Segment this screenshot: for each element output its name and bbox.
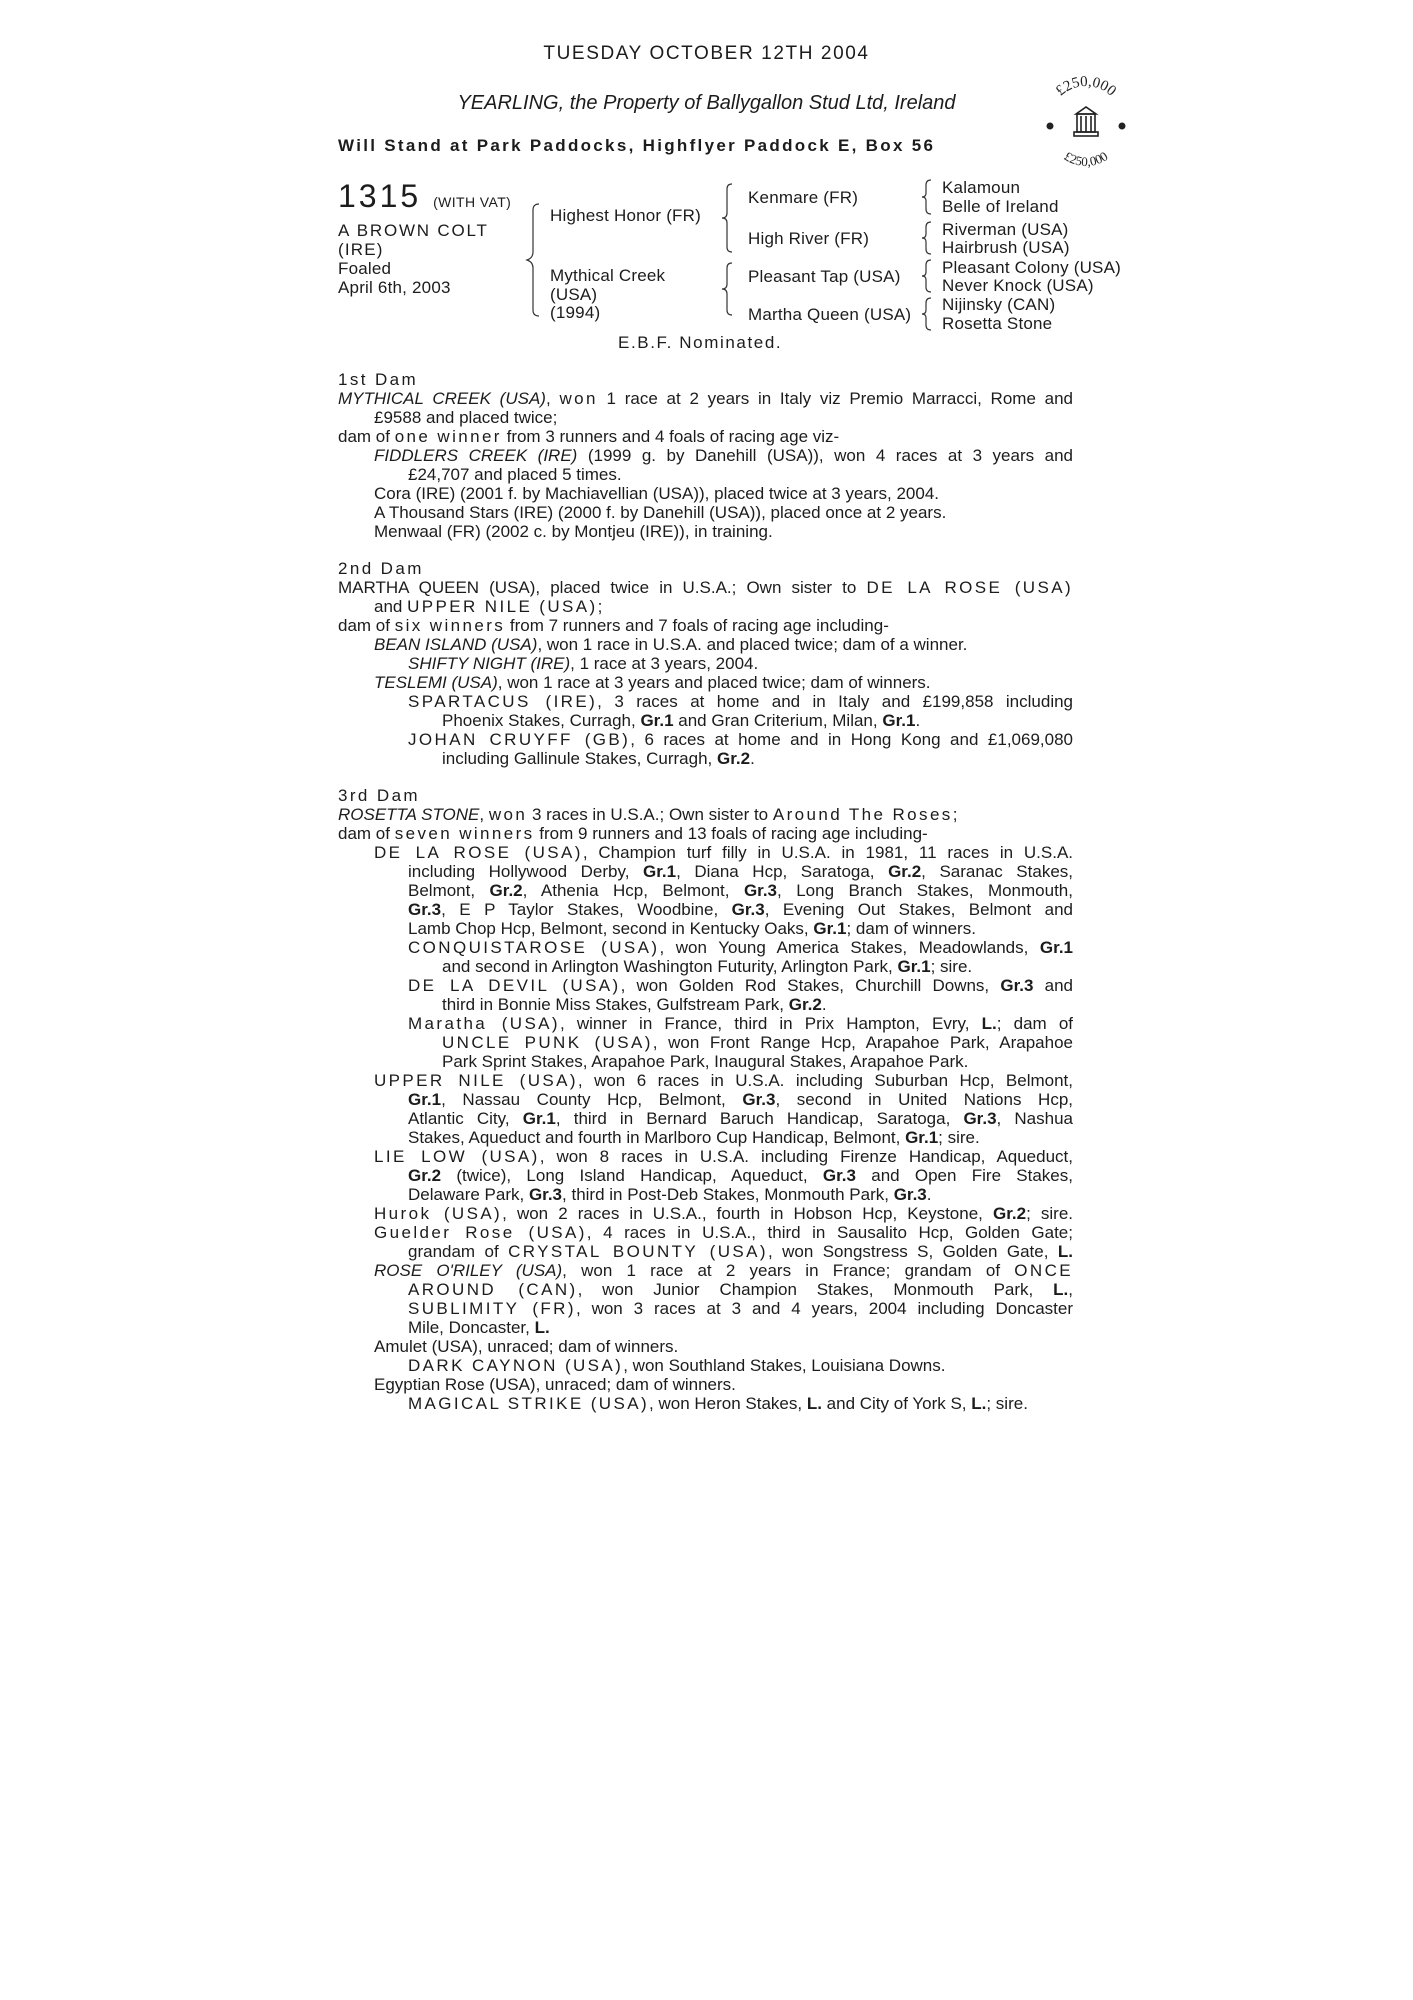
horse-name: FIDDLERS CREEK (IRE) <box>374 446 578 465</box>
text-span: . <box>750 749 755 768</box>
text-span: including Gallinule Stakes, Curragh, <box>442 749 717 768</box>
horse-name: MYTHICAL CREEK (USA) <box>338 389 546 408</box>
produce-line <box>338 900 1073 919</box>
pedigree-dsd: Never Knock (USA) <box>942 276 1094 295</box>
text-span: , Nashua <box>996 1109 1073 1128</box>
produce-line <box>338 692 1073 711</box>
produce-line <box>338 1299 1073 1318</box>
text-span: (twice), Long Island Handicap, Aqueduct, <box>441 1166 823 1185</box>
pedigree-brace-sire <box>720 180 736 256</box>
grade-label: Gr.3 <box>528 1185 563 1204</box>
text-span: ; sire. <box>1026 1204 1073 1223</box>
lot-description: A BROWN COLT <box>338 221 489 240</box>
horse-name: ROSETTA STONE <box>338 805 480 824</box>
text-span: , third in Post-Deb Stakes, Monmouth Park, <box>562 1185 894 1204</box>
pedigree-dam-line1: Mythical Creek <box>550 266 666 285</box>
horse-name: AROUND (CAN) <box>408 1280 578 1299</box>
vendor-line: YEARLING, the Property of Ballygallon Stud Ltd, Ireland <box>457 92 956 114</box>
text-span: , won Songstress S, Golden Gate, <box>767 1242 1058 1261</box>
second-dam-line <box>338 597 1073 616</box>
text-span: Lamb Chop Hcp, Belmont, second in Kentucky Oaks, <box>408 919 814 938</box>
text-span: from 9 runners and 13 foals of racing age including- <box>534 824 928 843</box>
text-span: , 3 races at home and in Italy and £199,858 including <box>597 692 1073 711</box>
text-span: , Evening Out Stakes, Belmont and <box>764 900 1073 919</box>
grade-label: Gr.3 <box>1000 976 1034 995</box>
grade-label: Gr.1 <box>882 711 916 730</box>
produce-line <box>338 673 1073 692</box>
produce-line <box>338 919 1073 938</box>
text-span: , won 3 races at 3 and 4 years, 2004 including Doncaster <box>575 1299 1073 1318</box>
second-dam-heading: 2nd Dam <box>338 559 424 578</box>
text-span: . <box>915 711 921 730</box>
grade-label: Gr.3 <box>408 900 442 919</box>
vat-note: (WITH VAT) <box>433 194 512 210</box>
text-span: grandam of <box>408 1242 509 1261</box>
text-span: ; dam of winners. <box>846 919 976 938</box>
horse-name: TESLEMI (USA) <box>374 673 498 692</box>
pedigree-ssd: Belle of Ireland <box>942 197 1059 216</box>
produce-line <box>338 1185 1073 1204</box>
pedigree-brace-dam <box>720 259 736 319</box>
text-span: , won Heron Stakes, <box>649 1394 807 1413</box>
produce-line <box>338 1242 1073 1261</box>
horse-name: LIE LOW (USA) <box>374 1147 540 1166</box>
text-span: and <box>374 597 408 616</box>
horse-name: DE LA ROSE (USA) <box>866 578 1073 597</box>
produce-line <box>338 1223 1073 1242</box>
horse-name: SPARTACUS (IRE) <box>408 692 598 711</box>
text-span: ; sire. <box>938 1128 980 1147</box>
grade-label: Gr.2 <box>489 881 523 900</box>
text-span: third in Bonnie Miss Stakes, Gulfstream Park, <box>442 995 789 1014</box>
produce-line <box>338 1166 1073 1185</box>
listed-label: L. <box>534 1318 550 1337</box>
seal-bottom-text: £250,000 <box>1061 148 1111 170</box>
text-span: , won 2 races in U.S.A., fourth in Hobson Hcp, Keystone, <box>502 1204 993 1223</box>
winner-count: one winner <box>394 427 502 446</box>
text-span: 3 races in U.S.A.; Own sister to <box>527 805 773 824</box>
text-span: ; <box>952 805 958 824</box>
produce-line <box>338 749 1073 768</box>
horse-name: Hurok (USA) <box>374 1204 503 1223</box>
text-span: , won Front Range Hcp, Arapahoe Park, Arapahoe <box>652 1033 1073 1052</box>
horse-name: UPPER NILE (USA) <box>407 597 598 616</box>
text-span: . <box>821 995 827 1014</box>
horse-name: SHIFTY NIGHT (IRE) <box>408 654 571 673</box>
grade-label: Gr.2 <box>408 1166 442 1185</box>
text-span: , 4 races in U.S.A., third in Sausalito Hcp, Golden Gate; <box>586 1223 1073 1242</box>
pedigree-dam-sire: Pleasant Tap (USA) <box>748 267 901 286</box>
text-span: , third in Bernard Baruch Handicap, Saratoga, <box>555 1109 964 1128</box>
text-span: and Gran Criterium, Milan, <box>673 711 883 730</box>
text-span: , Diana Hcp, Saratoga, <box>676 862 889 881</box>
horse-name: Around The Roses <box>772 805 953 824</box>
pedigree-brace-main <box>525 200 545 320</box>
lot-number-value: 1315 <box>338 178 422 214</box>
produce-line: A Thousand Stars (IRE) (2000 f. by Danehill (USA)), placed once at 2 years. <box>374 503 947 522</box>
produce-line <box>338 654 1073 673</box>
text-span: , winner in France, third in Prix Hampton, Evry, <box>559 1014 982 1033</box>
produce-line <box>338 995 1073 1014</box>
pedigree-ddd: Rosetta Stone <box>942 314 1053 333</box>
winner-count: seven winners <box>394 824 535 843</box>
grade-label: Gr.3 <box>742 1090 776 1109</box>
listed-label: L. <box>1053 1280 1069 1299</box>
pedigree-sire-sire: Kenmare (FR) <box>748 188 859 207</box>
grade-label: Gr.1 <box>642 862 677 881</box>
text-span: from 3 runners and 4 foals of racing age viz- <box>501 427 840 446</box>
svg-text:£250,000 <box>1062 148 1111 169</box>
pedigree-sire: Highest Honor (FR) <box>550 206 701 225</box>
third-dam-heading: 3rd Dam <box>338 786 420 805</box>
text-span: , won Golden Rod Stakes, Churchill Downs, <box>620 976 1001 995</box>
first-dam-line: MYTHICAL CREEK (USA), won 1 race at 2 years in Italy viz Premio Marracci, Rome and <box>338 389 1073 408</box>
produce-line <box>338 1071 1073 1090</box>
text-span: , won Young America Stakes, Meadowlands, <box>659 938 1040 957</box>
text-span: , won 6 races in U.S.A. including Suburban Hcp, Belmont, <box>577 1071 1073 1090</box>
text-span: ; sire. <box>930 957 973 976</box>
price-seal-logo <box>1034 70 1138 174</box>
grade-label: Gr.1 <box>408 1090 442 1109</box>
text-span: Delaware Park, <box>408 1185 529 1204</box>
text-span: Stakes, Aqueduct and fourth in Marlboro Cup Handicap, Belmont, <box>408 1128 906 1147</box>
text-span: ; sire. <box>986 1394 1028 1413</box>
produce-line <box>338 1318 1073 1337</box>
produce-line <box>338 1090 1073 1109</box>
text-span: ; dam of <box>996 1014 1073 1033</box>
grade-label: Gr.1 <box>640 711 674 730</box>
grade-label: Gr.2 <box>716 749 751 768</box>
produce-line <box>338 1204 1073 1223</box>
first-dam-line: £9588 and placed twice; <box>374 408 558 427</box>
text-span: , second in United Nations Hcp, <box>775 1090 1073 1109</box>
text-span: , <box>479 805 489 824</box>
text-span: Belmont, <box>408 881 490 900</box>
foaled-label: Foaled <box>338 259 392 278</box>
text-span: , won Junior Champion Stakes, Monmouth Park, <box>577 1280 1054 1299</box>
produce-line <box>338 843 1073 862</box>
produce-line <box>338 446 1073 465</box>
text-span: , won 1 race in U.S.A. and placed twice; dam of a winner. <box>537 635 968 654</box>
produce-line <box>338 1394 1073 1413</box>
produce-line <box>338 1280 1073 1299</box>
third-dam-section <box>338 786 1073 1413</box>
grade-label: Gr.2 <box>788 995 822 1014</box>
grade-label: Gr.3 <box>743 881 778 900</box>
text-span: Atlantic City, <box>408 1109 523 1128</box>
race-record: 1 race at 2 years in Italy viz Premio Marracci, Rome and <box>597 389 1073 408</box>
lot-number <box>338 178 511 215</box>
produce-line <box>338 635 1073 654</box>
text-span: ; <box>597 597 603 616</box>
text-span: , won 1 race at 2 years in France; grandam of <box>562 1261 1015 1280</box>
pedigree-brace-ds <box>920 257 934 295</box>
produce-line <box>338 938 1073 957</box>
grade-label: Gr.1 <box>1039 938 1073 957</box>
horse-name: UPPER NILE (USA) <box>374 1071 578 1090</box>
text-span: dam of <box>338 427 395 446</box>
won-label: won <box>559 389 598 408</box>
won-label: won <box>488 805 528 824</box>
grade-label: Gr.1 <box>522 1109 556 1128</box>
listed-label: L. <box>971 1394 987 1413</box>
text-span: and Open Fire Stakes, <box>855 1166 1073 1185</box>
text-span: MARTHA QUEEN (USA), placed twice in U.S.A.; Own sister to <box>338 578 867 597</box>
sale-date: TUESDAY OCTOBER 12TH 2004 <box>543 43 870 64</box>
pedigree-brace-dd <box>920 295 934 333</box>
pedigree-sss: Kalamoun <box>942 178 1021 197</box>
produce-line: Menwaal (FR) (2002 c. by Montjeu (IRE)), in training. <box>374 522 773 541</box>
foaled-date: April 6th, 2003 <box>338 278 451 297</box>
grade-label: Gr.3 <box>963 1109 997 1128</box>
text-span: Phoenix Stakes, Curragh, <box>442 711 641 730</box>
grade-label: Gr.3 <box>893 1185 927 1204</box>
grade-label: Gr.3 <box>731 900 765 919</box>
third-dam-line <box>338 805 1073 824</box>
horse-name: DE LA DEVIL (USA) <box>408 976 621 995</box>
produce-line: Cora (IRE) (2001 f. by Machiavellian (USA)), placed twice at 3 years, 2004. <box>374 484 940 503</box>
first-dam-section <box>338 370 1073 541</box>
pedigree-dds: Nijinsky (CAN) <box>942 295 1056 314</box>
text-span: , won 8 races in U.S.A. including Firenze Handicap, Aqueduct, <box>539 1147 1073 1166</box>
stand-location: Will Stand at Park Paddocks, Highflyer Paddock E, Box 56 <box>338 136 936 155</box>
text-span: , won Southland Stakes, Louisiana Downs. <box>623 1356 946 1375</box>
horse-name: Guelder Rose (USA) <box>374 1223 587 1242</box>
first-dam-heading: 1st Dam <box>338 370 419 389</box>
horse-name: DARK CAYNON (USA) <box>408 1356 624 1375</box>
text-span: , Nassau County Hcp, Belmont, <box>441 1090 743 1109</box>
horse-name: CRYSTAL BOUNTY (USA) <box>508 1242 768 1261</box>
svg-text:£250,000 <box>1053 74 1119 100</box>
pedigree-dam-line2: (USA) <box>550 285 598 304</box>
produce-line: Park Sprint Stakes, Arapahoe Park, Inaugural Stakes, Arapahoe Park. <box>442 1052 969 1071</box>
produce-line: £24,707 and placed 5 times. <box>408 465 622 484</box>
produce-line <box>338 1147 1073 1166</box>
produce-line <box>338 1033 1073 1052</box>
produce-line <box>338 711 1073 730</box>
produce-line <box>338 881 1073 900</box>
text-span: , won 1 race at 3 years and placed twice; dam of winners. <box>497 673 931 692</box>
pedigree-sdd: Hairbrush (USA) <box>942 238 1070 257</box>
horse-name: UNCLE PUNK (USA) <box>442 1033 653 1052</box>
pedigree-dss: Pleasant Colony (USA) <box>942 258 1121 277</box>
text-span: , Athenia Hcp, Belmont, <box>522 881 744 900</box>
produce-line <box>338 730 1073 749</box>
listed-label: L. <box>981 1014 997 1033</box>
produce-line <box>338 1356 1073 1375</box>
text-span: including Hollywood Derby, <box>408 862 643 881</box>
text-span: , E P Taylor Stakes, Woodbine, <box>441 900 732 919</box>
text-span: . <box>926 1185 932 1204</box>
second-dam-line <box>338 616 1073 635</box>
grade-label: Gr.2 <box>992 1204 1027 1223</box>
text-span: from 7 runners and 7 foals of racing age including- <box>505 616 889 635</box>
horse-name: JOHAN CRUYFF (GB) <box>408 730 631 749</box>
text-span: dam of <box>338 824 395 843</box>
text-span: dam of <box>338 616 395 635</box>
produce-line <box>338 1261 1073 1280</box>
pedigree-dam-dam: Martha Queen (USA) <box>748 305 912 324</box>
produce-line <box>338 1014 1073 1033</box>
pedigree-brace-ss <box>920 177 934 217</box>
pedigree-dam-line3: (1994) <box>550 303 601 322</box>
grade-label: Gr.1 <box>905 1128 939 1147</box>
text-span: Mile, Doncaster, <box>408 1318 535 1337</box>
text-span: , Long Branch Stakes, Monmouth, <box>777 881 1073 900</box>
grade-label: Gr.1 <box>813 919 847 938</box>
produce-line: Amulet (USA), unraced; dam of winners. <box>374 1337 679 1356</box>
second-dam-line <box>338 578 1073 597</box>
grade-label: Gr.2 <box>888 862 922 881</box>
text-span: (1999 g. by Danehill (USA)), won 4 races at 3 years and <box>577 446 1073 465</box>
text-span: and <box>1033 976 1073 995</box>
text-span: , Champion turf filly in U.S.A. in 1981, 11 races in U.S.A. <box>582 843 1073 862</box>
pedigree-brace-sd <box>920 219 934 257</box>
horse-name: SUBLIMITY (FR) <box>408 1299 576 1318</box>
second-dam-section <box>338 559 1073 768</box>
winner-count: six winners <box>394 616 506 635</box>
text-span: , 1 race at 3 years, 2004. <box>570 654 759 673</box>
third-dam-line <box>338 824 1073 843</box>
produce-line <box>338 976 1073 995</box>
horse-name: MAGICAL STRIKE (USA) <box>408 1394 650 1413</box>
grade-label: Gr.1 <box>897 957 931 976</box>
produce-line <box>338 1109 1073 1128</box>
lot-breeding-country: (IRE) <box>338 240 384 259</box>
horse-name: CONQUISTAROSE (USA) <box>408 938 660 957</box>
horse-name: BEAN ISLAND (USA) <box>374 635 538 654</box>
ebf-nominated: E.B.F. Nominated. <box>618 333 783 352</box>
text-span: and second in Arlington Washington Futurity, Arlington Park, <box>442 957 898 976</box>
produce-line: Egyptian Rose (USA), unraced; dam of winners. <box>374 1375 736 1394</box>
produce-line <box>338 862 1073 881</box>
grade-label: Gr.3 <box>822 1166 856 1185</box>
pedigree-sds: Riverman (USA) <box>942 220 1069 239</box>
horse-name: Maratha (USA) <box>408 1014 560 1033</box>
produce-line <box>338 1128 1073 1147</box>
text-span: and City of York S, <box>821 1394 972 1413</box>
horse-name: ONCE <box>1014 1261 1073 1280</box>
pedigree-sire-dam: High River (FR) <box>748 229 870 248</box>
listed-label: L. <box>1057 1242 1073 1261</box>
first-dam-line <box>338 427 1073 446</box>
text-span: , 6 races at home and in Hong Kong and £1,069,080 <box>630 730 1073 749</box>
text-span: , Saranac Stakes, <box>921 862 1073 881</box>
horse-name: DE LA ROSE (USA) <box>374 843 583 862</box>
listed-label: L. <box>806 1394 822 1413</box>
seal-top-text: £250,000 <box>1052 73 1120 100</box>
text-span: , <box>1068 1280 1073 1299</box>
horse-name: ROSE O'RILEY (USA) <box>374 1261 563 1280</box>
produce-line <box>338 957 1073 976</box>
